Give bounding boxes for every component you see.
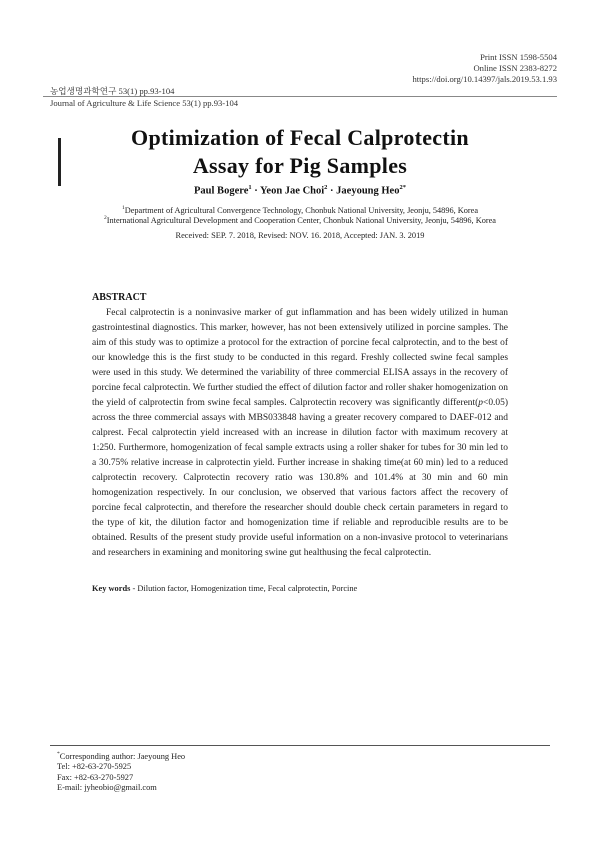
affiliation	[0, 205, 600, 215]
footnote-tel: Tel: +82-63-270-5925	[57, 762, 132, 772]
author-affil-mark: 2*	[399, 184, 406, 191]
online-issn: Online ISSN 2383-8272	[473, 63, 557, 73]
author-separator: ·	[251, 185, 260, 197]
paper-title	[0, 124, 600, 180]
keywords-text: Dilution factor, Homogenization time, Fecal calprotectin, Porcine	[137, 584, 358, 593]
affiliation-text: International Agricultural Development and Cooperation Center, Chonbuk National University, Jeonju, 54896, Korea	[106, 215, 496, 225]
abstract-body	[92, 306, 508, 561]
author-affil-mark: 1	[248, 184, 252, 191]
abstract-heading: ABSTRACT	[92, 292, 147, 303]
footnote	[57, 749, 185, 793]
header-rule	[43, 96, 557, 97]
footnote-email[interactable]: E-mail: jyheobio@gmail.com	[57, 783, 157, 793]
affiliation	[0, 215, 600, 225]
keywords	[92, 584, 357, 593]
doi-link[interactable]: https://doi.org/10.14397/jals.2019.53.1.93	[412, 74, 557, 84]
print-issn: Print ISSN 1598-5504	[480, 52, 557, 62]
abstract-text-2: <0.05) across the three commercial assays with MBS033848 having a greater recovery compared to DAEF-012 and calprest. Fecal calprotectin yield increased with an increase in dilution factor with maximum recovery at 1:250. Furthermore, homogenization of fecal sample extracts using a roller shaker for tubes for 30 min led to a 30.75% relative increase in calprotectin yield. Further increase in shaking time(at 60 min) led to a reduced calprotectin recovery. Calprotectin recovery ratio was 130.8% and 101.4% at 30 min and 60 min homogenization respectively. In our conclusion, we observed that various factors affect the recovery of porcine fecal calprotectin, and therefore the researcher should double check certain parameters in regard to the type of kit, the dilution factor and homogenization time if reliable and reproducible results are to be obtained. Results of the present study provide useful information on a non-invasive protocol to veterinarians and researchers in examining and monitoring swine gut healthusing the fecal calprotectin.	[92, 398, 508, 558]
received-dates: Received: SEP. 7. 2018, Revised: NOV. 16. 2018, Accepted: JAN. 3. 2019	[175, 231, 425, 240]
author-name: Jaeyoung Heo	[336, 185, 400, 197]
affiliation-mark: 1	[121, 205, 125, 211]
keywords-dash: -	[130, 584, 138, 593]
title-line-2: Assay for Pig Samples	[192, 153, 408, 178]
abstract-italic-p: p	[478, 398, 484, 408]
author-affil-mark: 2	[324, 184, 328, 191]
author-separator: ·	[327, 185, 337, 197]
corresponding-author: *Corresponding author: Jaeyoung Heo	[57, 751, 186, 761]
affiliation-mark: 2	[104, 215, 107, 221]
footnote-mark: *	[57, 751, 60, 757]
author-list	[0, 184, 600, 197]
keywords-label: Key words	[92, 584, 131, 593]
affiliation-text: Department of Agricultural Convergence Technology, Chonbuk National University, Jeonju, 54896, Korea	[124, 205, 479, 215]
author-name: Yeon Jae Choi	[259, 185, 325, 197]
title-line-1: Optimization of Fecal Calprotectin	[131, 125, 469, 150]
abstract-text-1: Fecal calprotectin is a noninvasive marker of gut inflammation and has been widely utilized in human gastrointestinal diagnostics. This marker, however, has not been extensively utilized in porcine samples. The aim of this study was to optimize a protocol for the extraction of porcine fecal calprotectin, and to the best of our knowledge this is the first study to be conducted in this regard. Freshly collected swine fecal samples were used in this study. We determined the variability of three commercial ELISA assays in the recovery of porcine fecal calprotectin. We further studied the effect of dilution factor and roller shaker homogenization on the yield of calprotectin from swine fecal samples. Calprotectin recovery was significantly different(	[92, 308, 508, 408]
journal-english: Journal of Agriculture & Life Science 53(1) pp.93-104	[50, 98, 239, 108]
footnote-fax: Fax: +82-63-270-5927	[57, 772, 134, 782]
author-name: Paul Bogere	[194, 185, 249, 197]
running-header-issn	[412, 52, 557, 85]
footnote-rule	[50, 745, 550, 746]
journal-korean: 농업생명과학연구 53(1) pp.93-104	[50, 86, 175, 96]
